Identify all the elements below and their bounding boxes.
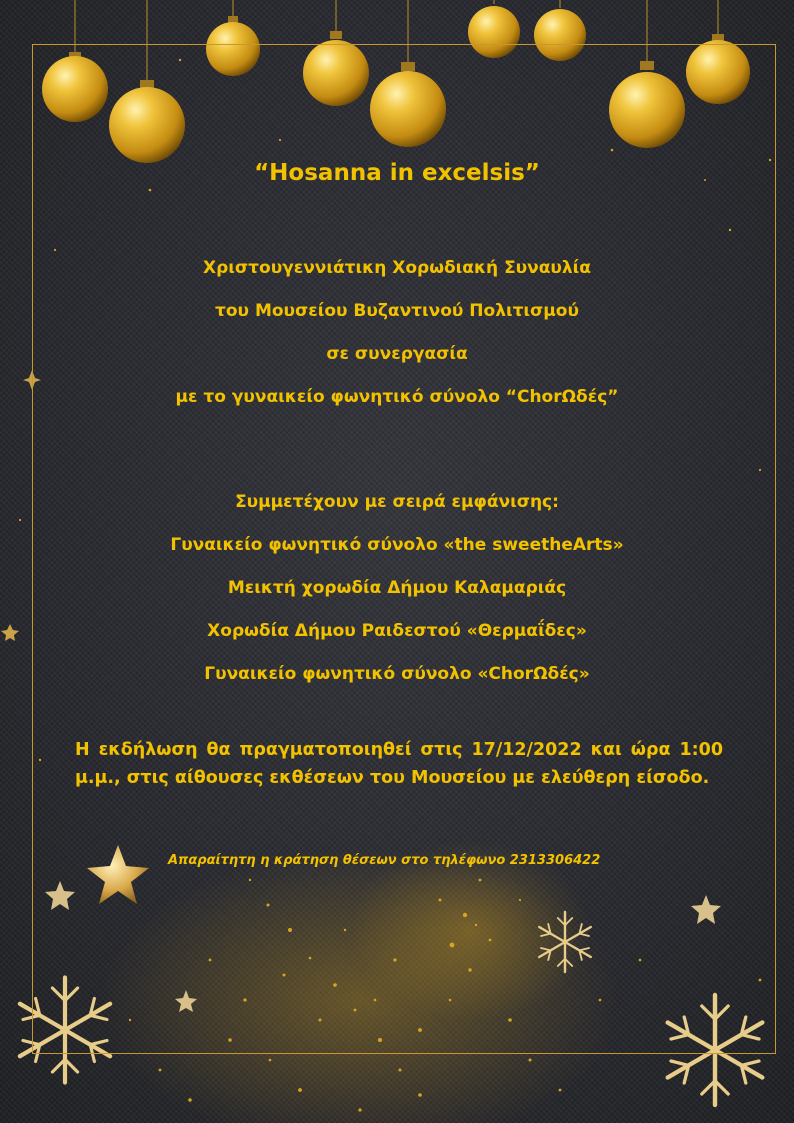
participant-1: Γυναικείο φωνητικό σύνολο «the sweetheArts» bbox=[170, 535, 624, 555]
participants-heading: Συμμετέχουν με σειρά εμφάνισης: bbox=[235, 492, 559, 512]
intro-line-1: Χριστουγεννιάτικη Χορωδιακή Συναυλία bbox=[203, 258, 591, 278]
intro-line-4: με το γυναικείο φωνητικό σύνολο “ChorΩδές” bbox=[175, 387, 619, 407]
event-details: Η εκδήλωση θα πραγματοποιηθεί στις 17/12/2022 και ώρα 1:00 μ.μ., στις αίθουσες εκθέσεων του Μουσείου με ελεύθερη είσοδο. bbox=[75, 740, 723, 788]
intro-line-2: του Μουσείου Βυζαντινού Πολιτισμού bbox=[215, 301, 579, 321]
event-title: “Hosanna in excelsis” bbox=[254, 160, 540, 186]
intro-line-3: σε συνεργασία bbox=[326, 344, 468, 364]
participant-2: Μεικτή χορωδία Δήμου Καλαμαριάς bbox=[227, 578, 567, 598]
participant-3: Χορωδία Δήμου Ραιδεστού «Θερμαΐδες» bbox=[207, 621, 587, 641]
reservation-note: Απαραίτητη η κράτηση θέσεων στο τηλέφωνο 2313306422 bbox=[168, 853, 601, 868]
participant-4: Γυναικείο φωνητικό σύνολο «ChorΩδές» bbox=[204, 664, 590, 684]
